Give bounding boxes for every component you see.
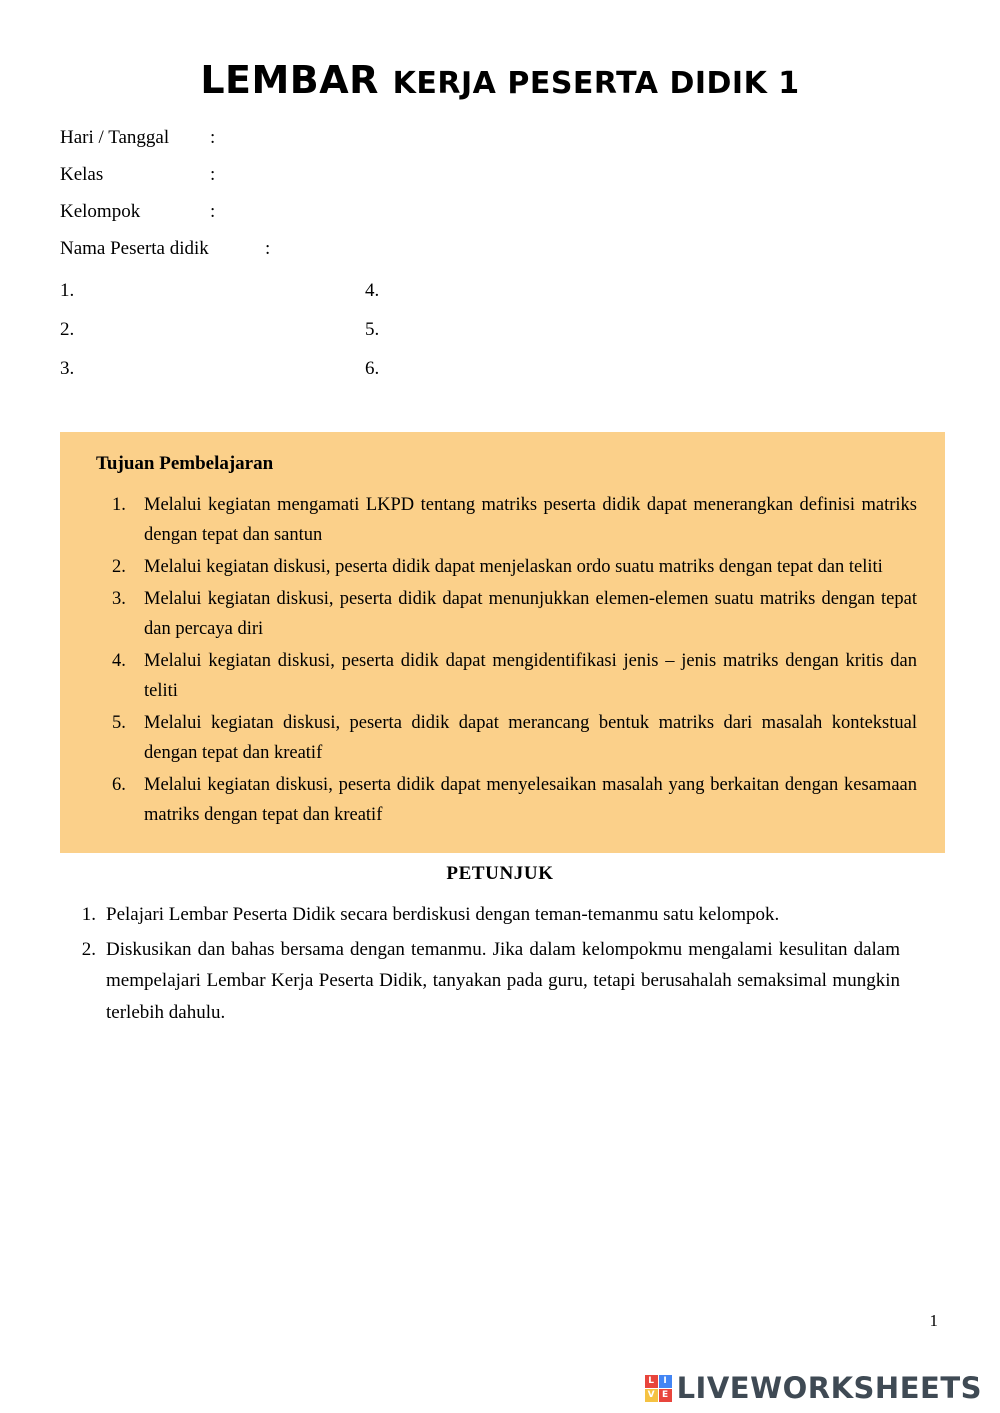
list-item-number: 3. (112, 588, 126, 609)
name-item-3[interactable]: 3. (60, 358, 75, 379)
list-item-text: Melalui kegiatan diskusi, peserta didik dapat menunjukkan elemen-elemen suatu matriks dengan tepat dan percaya diri (144, 588, 917, 639)
meta-row-hari-tanggal (60, 128, 940, 147)
instructions-heading: PETUNJUK (446, 862, 554, 884)
meta-label: Hari / Tanggal (60, 127, 170, 148)
list-item-text: Melalui kegiatan diskusi, peserta didik dapat mengidentifikasi jenis – jenis matriks dengan kritis dan teliti (144, 650, 917, 701)
name-item-2[interactable]: 2. (60, 319, 75, 340)
name-item-1[interactable]: 1. (60, 280, 75, 301)
page-number: 1 (929, 1311, 938, 1330)
list-item-number: 1. (112, 495, 126, 515)
list-item (60, 934, 940, 1028)
instructions-list (60, 899, 940, 1028)
name-row (60, 358, 940, 380)
list-item-number: 6. (112, 774, 126, 795)
logo-letter-e: E (659, 1389, 672, 1402)
meta-row-nama-peserta-didik (60, 239, 940, 258)
logo-squares-icon (645, 1375, 672, 1402)
meta-label: Kelompok (60, 201, 141, 222)
list-item-number: 2. (112, 556, 126, 577)
list-item (82, 771, 923, 831)
list-item-number: 5. (112, 712, 126, 733)
list-item-text: Pelajari Lembar Peserta Didik secara berdiskusi dengan teman-temanmu satu kelompok. (106, 903, 780, 925)
meta-label: Kelas (60, 164, 104, 185)
meta-row-kelompok (60, 202, 940, 221)
name-item-4[interactable]: 4. (365, 280, 380, 301)
logo-letter-i: I (659, 1375, 672, 1388)
meta-colon: : (210, 201, 216, 222)
list-item-number: 1. (81, 903, 96, 925)
meta-colon: : (210, 127, 216, 148)
meta-row-kelas (60, 165, 940, 184)
learning-objectives-heading: Tujuan Pembelajaran (96, 453, 274, 474)
page-title-rest: KERJA PESERTA DIDIK 1 (392, 66, 800, 101)
list-item (82, 709, 923, 769)
student-meta-fields (60, 128, 940, 258)
logo-letter-v: V (645, 1389, 658, 1402)
learning-objectives-list (82, 491, 923, 831)
name-item-5[interactable]: 5. (365, 319, 380, 340)
list-item-text: Melalui kegiatan mengamati LKPD tentang matriks peserta didik dapat menerangkan definisi matriks dengan tepat dan santun (144, 495, 917, 545)
list-item (82, 553, 923, 583)
learning-objectives-box (60, 432, 945, 853)
list-item-number: 4. (112, 650, 126, 671)
meta-label: Nama Peserta didik (60, 238, 209, 259)
list-item (82, 491, 923, 551)
logo-letter-l: L (645, 1375, 658, 1388)
list-item (82, 585, 923, 645)
list-item-text: Melalui kegiatan diskusi, peserta didik dapat menjelaskan ordo suatu matriks dengan tepat dan teliti (144, 556, 883, 577)
name-row (60, 319, 940, 341)
meta-colon: : (210, 164, 216, 185)
meta-colon: : (265, 238, 271, 259)
list-item-text: Diskusikan dan bahas bersama dengan temanmu. Jika dalam kelompokmu mengalami kesulitan dalam mempelajari Lembar Kerja Peserta Didik, tanyakan pada guru, tetapi berusahalah semaksimal mungkin terlebih dahulu. (106, 939, 900, 1023)
list-item-text: Melalui kegiatan diskusi, peserta didik dapat menyelesaikan masalah yang berkaitan dengan kesamaan matriks dengan tepat dan kreatif (144, 774, 917, 825)
logo-brand-text: LIVEWORKSHEETS (676, 1371, 982, 1405)
list-item (82, 647, 923, 707)
student-name-list (60, 280, 940, 380)
name-item-6[interactable]: 6. (365, 358, 380, 379)
page-title (60, 58, 940, 102)
liveworksheets-logo (645, 1371, 982, 1405)
page-title-main: LEMBAR (200, 58, 379, 102)
list-item-number: 2. (81, 939, 96, 960)
list-item (60, 899, 940, 930)
list-item-text: Melalui kegiatan diskusi, peserta didik dapat merancang bentuk matriks dari masalah kontekstual dengan tepat dan kreatif (144, 712, 917, 763)
name-row (60, 280, 940, 302)
